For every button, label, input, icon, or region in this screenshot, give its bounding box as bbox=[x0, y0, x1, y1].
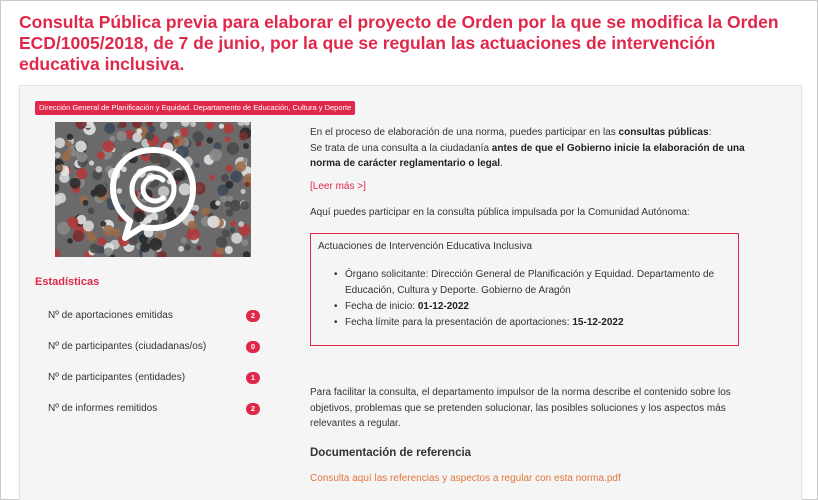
consultation-box-title: Actuaciones de Intervención Educativa Inclusiva bbox=[318, 241, 533, 252]
intro-line1-prefix: En el proceso de elaboración de una norma, puedes participar en las bbox=[310, 127, 619, 138]
fecha-limite-value: 15-12-2022 bbox=[572, 317, 624, 328]
hero-image bbox=[55, 122, 251, 257]
stat-label: Nº de participantes (entidades) bbox=[48, 372, 186, 383]
intro-line2-prefix: Se trata de una consulta a la ciudadanía bbox=[310, 142, 492, 154]
organization-badge: Dirección General de Planificación y Equidad. Departamento de Educación, Cultura y Deporte bbox=[35, 101, 355, 115]
stat-label: Nº de aportaciones emitidas bbox=[48, 310, 173, 321]
list-item bbox=[337, 315, 732, 331]
stat-participantes-entidades bbox=[48, 370, 260, 386]
intro-line2-bold: antes de que el Gobierno inicie la elaboración de una norma de carácter reglamentario o legal bbox=[310, 142, 745, 169]
intro-line2-suffix: . bbox=[500, 158, 503, 169]
intro-line1-bold: consultas públicas bbox=[618, 127, 709, 138]
intro-line1-suffix: : bbox=[708, 127, 712, 138]
count-badge: 1 bbox=[246, 372, 260, 384]
crowd-photo bbox=[55, 122, 251, 257]
stat-aportaciones bbox=[48, 308, 260, 324]
list-item bbox=[337, 267, 732, 299]
fecha-inicio-value: 01-12-2022 bbox=[417, 301, 469, 312]
documentation-pdf-link[interactable]: Consulta aquí las referencias y aspectos a regular con esta norma.pdf bbox=[310, 473, 621, 484]
organo-label: Órgano solicitante: bbox=[345, 269, 432, 280]
consultation-box bbox=[310, 233, 739, 346]
facilitar-text: Para facilitar la consulta, el departamento impulsor de la norma describe el contenido sobre los objetivos, problemas que se pretenden solucionar, las posibles soluciones y los aspectos más relevantes a regular. bbox=[310, 387, 731, 429]
intro-text bbox=[310, 125, 750, 172]
stat-label: Nº de informes remitidos bbox=[48, 403, 158, 414]
count-badge: 0 bbox=[246, 341, 260, 353]
fecha-limite-label: Fecha límite para la presentación de aportaciones: bbox=[345, 317, 573, 328]
participate-text: Aquí puedes participar en la consulta pública impulsada por la Comunidad Autónoma: bbox=[310, 207, 690, 218]
documentation-title: Documentación de referencia bbox=[310, 447, 472, 459]
stats-title: Estadísticas bbox=[35, 276, 100, 288]
count-badge: 2 bbox=[246, 310, 260, 322]
organo-value: Dirección General de Planificación y Equidad. Departamento de Educación, Cultura y Deporte. Gobierno de Aragón bbox=[345, 269, 715, 296]
page-title: Consulta Pública previa para elaborar el proyecto de Orden por la que se modifica la Orden ECD/1005/2018, de 7 de junio, por la que se regulan las actuaciones de intervención educativa inclusiva. bbox=[19, 12, 779, 74]
consultation-details-list bbox=[337, 267, 732, 331]
stat-label: Nº de participantes (ciudadanas/os) bbox=[48, 341, 207, 352]
fecha-inicio-label: Fecha de inicio: bbox=[345, 301, 418, 312]
read-more-link[interactable]: [Leer más >] bbox=[310, 181, 366, 192]
stat-informes bbox=[48, 401, 260, 417]
stat-participantes-ciudadanos bbox=[48, 339, 260, 355]
list-item bbox=[337, 299, 732, 315]
count-badge: 2 bbox=[246, 403, 260, 415]
